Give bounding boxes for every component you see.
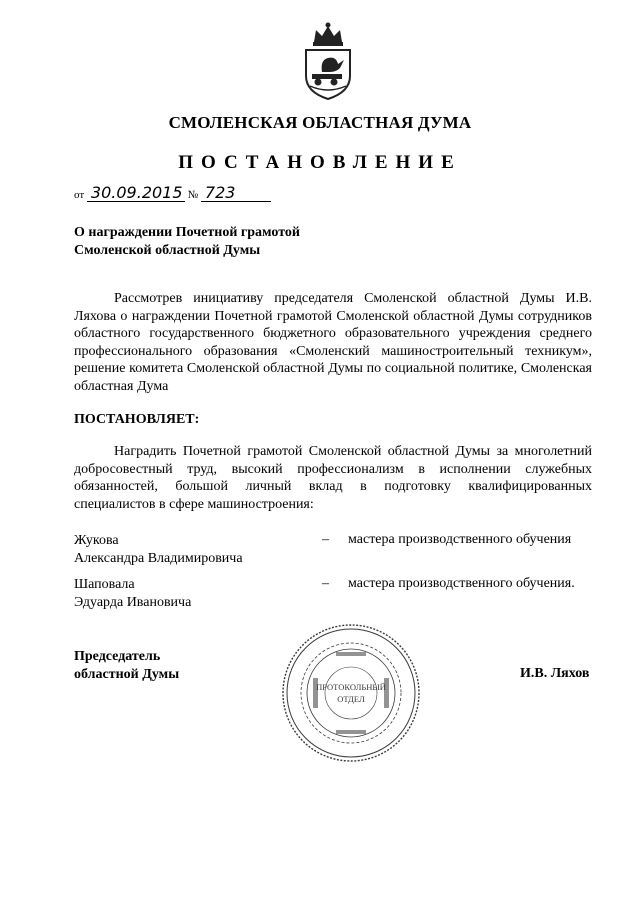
document-type: ПОСТАНОВЛЕНИЕ [178, 152, 462, 173]
subject-line: Смоленской областной Думы [74, 243, 261, 258]
awardee-name [74, 532, 243, 568]
resolution-paragraph: Наградить Почетной грамотой Смоленской областной Думы за многолетний добросовестный труд, высокий профессионализм в исполнении служебных обязанностей, большой личный вклад в подготовку квалифицированных специалистов в сфере машиностроения: [74, 444, 592, 512]
awardee-name [74, 576, 191, 612]
signatory-title [74, 648, 179, 684]
number-sign: № [187, 189, 199, 201]
stamp-text-line: ПРОТОКОЛЬНЫЙ [316, 682, 386, 692]
organization-name: СМОЛЕНСКАЯ ОБЛАСТНАЯ ДУМА [168, 113, 472, 132]
awardee-given-names: Эдуарда Ивановича [74, 595, 192, 610]
signatory-title-line: Председатель [74, 649, 161, 664]
awardee-given-names: Александра Владимировича [74, 551, 243, 566]
date-number-line [74, 185, 271, 202]
awardee-position: мастера производственного обучения [348, 532, 572, 547]
coat-of-arms-icon [296, 20, 360, 102]
awardee-surname: Жукова [74, 533, 119, 548]
awardee-dash: – [322, 532, 329, 547]
signatory-title-line: областной Думы [74, 667, 180, 682]
official-stamp [280, 622, 422, 764]
handwritten-number: 723 [201, 185, 271, 202]
awardee-surname: Шаповала [74, 577, 135, 592]
stamp-text-line: ОТДЕЛ [337, 694, 365, 704]
resolves-heading: ПОСТАНОВЛЯЕТ: [74, 412, 200, 427]
date-prefix: от [74, 189, 85, 201]
preamble-paragraph: Рассмотрев инициативу председателя Смоленской областной Думы И.В. Ляхова о награждении Почетной грамотой Смоленской областной Думы сотрудников областного государственного бюджетного образовательного учреждения среднего профессионального образования «Смоленский машиностроительный техникум», решение комитета Смоленской областной Думы по социальной политике, Смоленская областная Дума [74, 291, 592, 394]
subject-line: О награждении Почетной грамотой [74, 225, 300, 240]
awardee-dash: – [322, 576, 329, 591]
awardee-position: мастера производственного обучения. [348, 576, 575, 591]
signatory-name: И.В. Ляхов [520, 666, 590, 681]
document-subject [74, 224, 300, 260]
handwritten-date: 30.09.2015 [87, 185, 185, 202]
